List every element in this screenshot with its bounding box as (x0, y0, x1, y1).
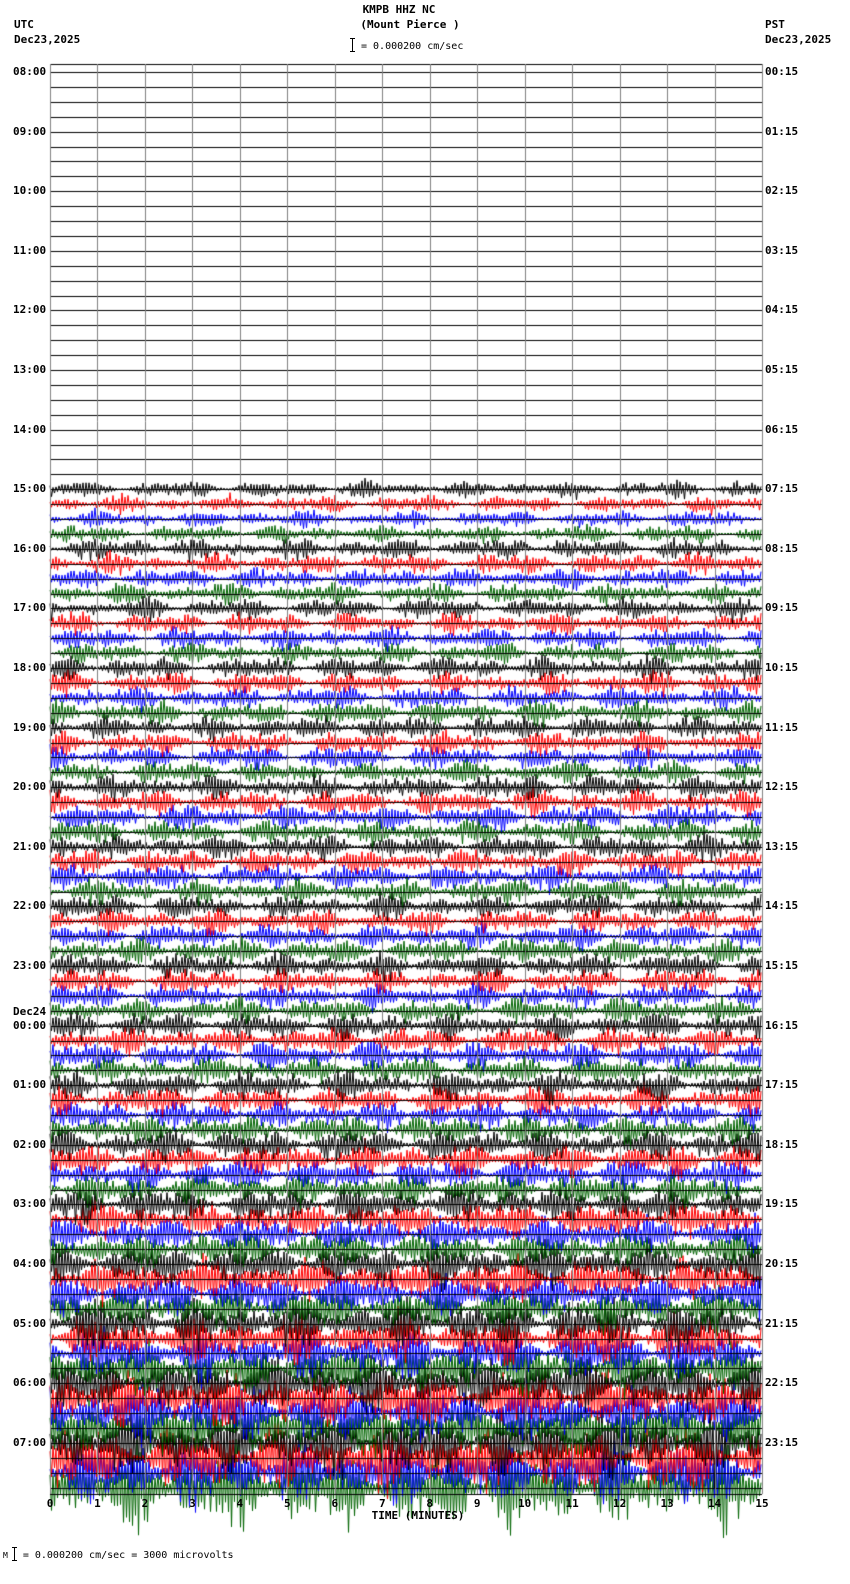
x-tick-label: 14 (707, 1497, 722, 1510)
pst-hour-label: 09:15 (765, 601, 799, 615)
utc-hour-label: 21:00 (13, 839, 47, 853)
scale-bar-icon (350, 38, 355, 52)
utc-hour-label: 15:00 (13, 482, 47, 496)
x-tick-label: 2 (141, 1497, 149, 1510)
footer-scale-text: = 0.000200 cm/sec = 3000 microvolts (22, 1550, 234, 1561)
pst-hour-label: 02:15 (765, 184, 799, 198)
utc-hour-label: 17:00 (13, 601, 47, 615)
pst-hour-label: 23:15 (765, 1435, 799, 1449)
x-tick-label: 9 (473, 1497, 481, 1510)
utc-hour-label: 09:00 (13, 124, 47, 138)
x-tick-label: 12 (612, 1497, 627, 1510)
right-timezone-label: PST (765, 18, 785, 31)
scale-legend-text: = 0.000200 cm/sec (361, 41, 464, 52)
scale-legend-footer (3, 1547, 234, 1562)
pst-hour-label: 01:15 (765, 124, 799, 138)
pst-hour-label: 17:15 (765, 1078, 799, 1092)
x-tick-label: 6 (331, 1497, 339, 1510)
utc-hour-label: 18:00 (13, 661, 47, 674)
left-date-label: Dec23,2025 (14, 33, 81, 46)
x-tick-label: 10 (518, 1497, 532, 1510)
right-date-label: Dec23,2025 (765, 33, 832, 46)
pst-hour-label: 19:15 (765, 1197, 799, 1211)
left-timezone-label: UTC (14, 18, 34, 31)
pst-hour-label: 07:15 (765, 482, 799, 496)
utc-hour-label: 11:00 (13, 243, 47, 257)
pst-hour-label: 05:15 (765, 363, 799, 376)
x-tick-label: 11 (565, 1497, 579, 1510)
x-tick-label: 7 (378, 1497, 386, 1510)
date-change-label: Dec24 (13, 1004, 47, 1018)
pst-hour-label: 13:15 (765, 839, 799, 853)
x-tick-label: 3 (189, 1497, 196, 1510)
utc-hour-label: 08:00 (13, 65, 47, 78)
pst-hour-label: 22:15 (765, 1376, 799, 1390)
pst-hour-label: 06:15 (765, 422, 799, 436)
utc-hour-label: 03:00 (13, 1197, 47, 1211)
utc-hour-label: 00:00 (13, 1018, 47, 1032)
scale-legend-top (350, 38, 463, 53)
pst-hour-label: 12:15 (765, 780, 799, 794)
x-tick-label: 13 (660, 1497, 674, 1510)
pst-hour-label: 10:15 (765, 661, 799, 674)
utc-hour-label: 10:00 (13, 184, 47, 198)
pst-hour-label: 08:15 (765, 541, 799, 555)
utc-hour-label: 01:00 (13, 1078, 47, 1092)
utc-hour-label: 04:00 (13, 1257, 47, 1270)
pst-hour-label: 11:15 (765, 720, 799, 734)
pst-hour-label: 20:15 (765, 1257, 799, 1270)
utc-hour-label: 20:00 (13, 780, 47, 794)
scale-bar-icon (12, 1547, 17, 1561)
utc-hour-label: 02:00 (13, 1137, 47, 1151)
x-tick-label: 0 (46, 1497, 54, 1510)
utc-hour-label: 16:00 (13, 541, 47, 555)
footer-mark: M (3, 1551, 8, 1560)
utc-hour-label: 23:00 (13, 959, 47, 972)
x-tick-label: 4 (236, 1497, 244, 1510)
pst-hour-label: 16:15 (765, 1018, 799, 1032)
pst-hour-label: 18:15 (765, 1137, 799, 1151)
pst-hour-label: 14:15 (765, 899, 799, 913)
utc-hour-label: 06:00 (13, 1376, 47, 1390)
utc-hour-label: 13:00 (13, 363, 47, 376)
pst-hour-label: 00:15 (765, 65, 799, 78)
utc-hour-label: 05:00 (13, 1316, 47, 1330)
pst-hour-label: 15:15 (765, 959, 799, 972)
x-axis-label: TIME (MINUTES) (371, 1509, 465, 1522)
utc-hour-label: 12:00 (13, 303, 47, 317)
utc-hour-label: 22:00 (13, 899, 47, 913)
x-tick-label: 5 (284, 1497, 291, 1510)
x-tick-label: 15 (755, 1497, 769, 1510)
pst-hour-label: 21:15 (765, 1316, 799, 1330)
utc-hour-label: 19:00 (13, 720, 47, 734)
utc-hour-label: 14:00 (13, 422, 47, 436)
pst-hour-label: 04:15 (765, 303, 799, 317)
utc-hour-label: 07:00 (13, 1435, 47, 1449)
x-tick-label: 1 (94, 1497, 101, 1510)
station-location: (Mount Pierce ) (360, 18, 460, 31)
pst-hour-label: 03:15 (765, 243, 799, 257)
station-title: KMPB HHZ NC (362, 3, 436, 16)
x-tick-label: 8 (426, 1497, 434, 1510)
